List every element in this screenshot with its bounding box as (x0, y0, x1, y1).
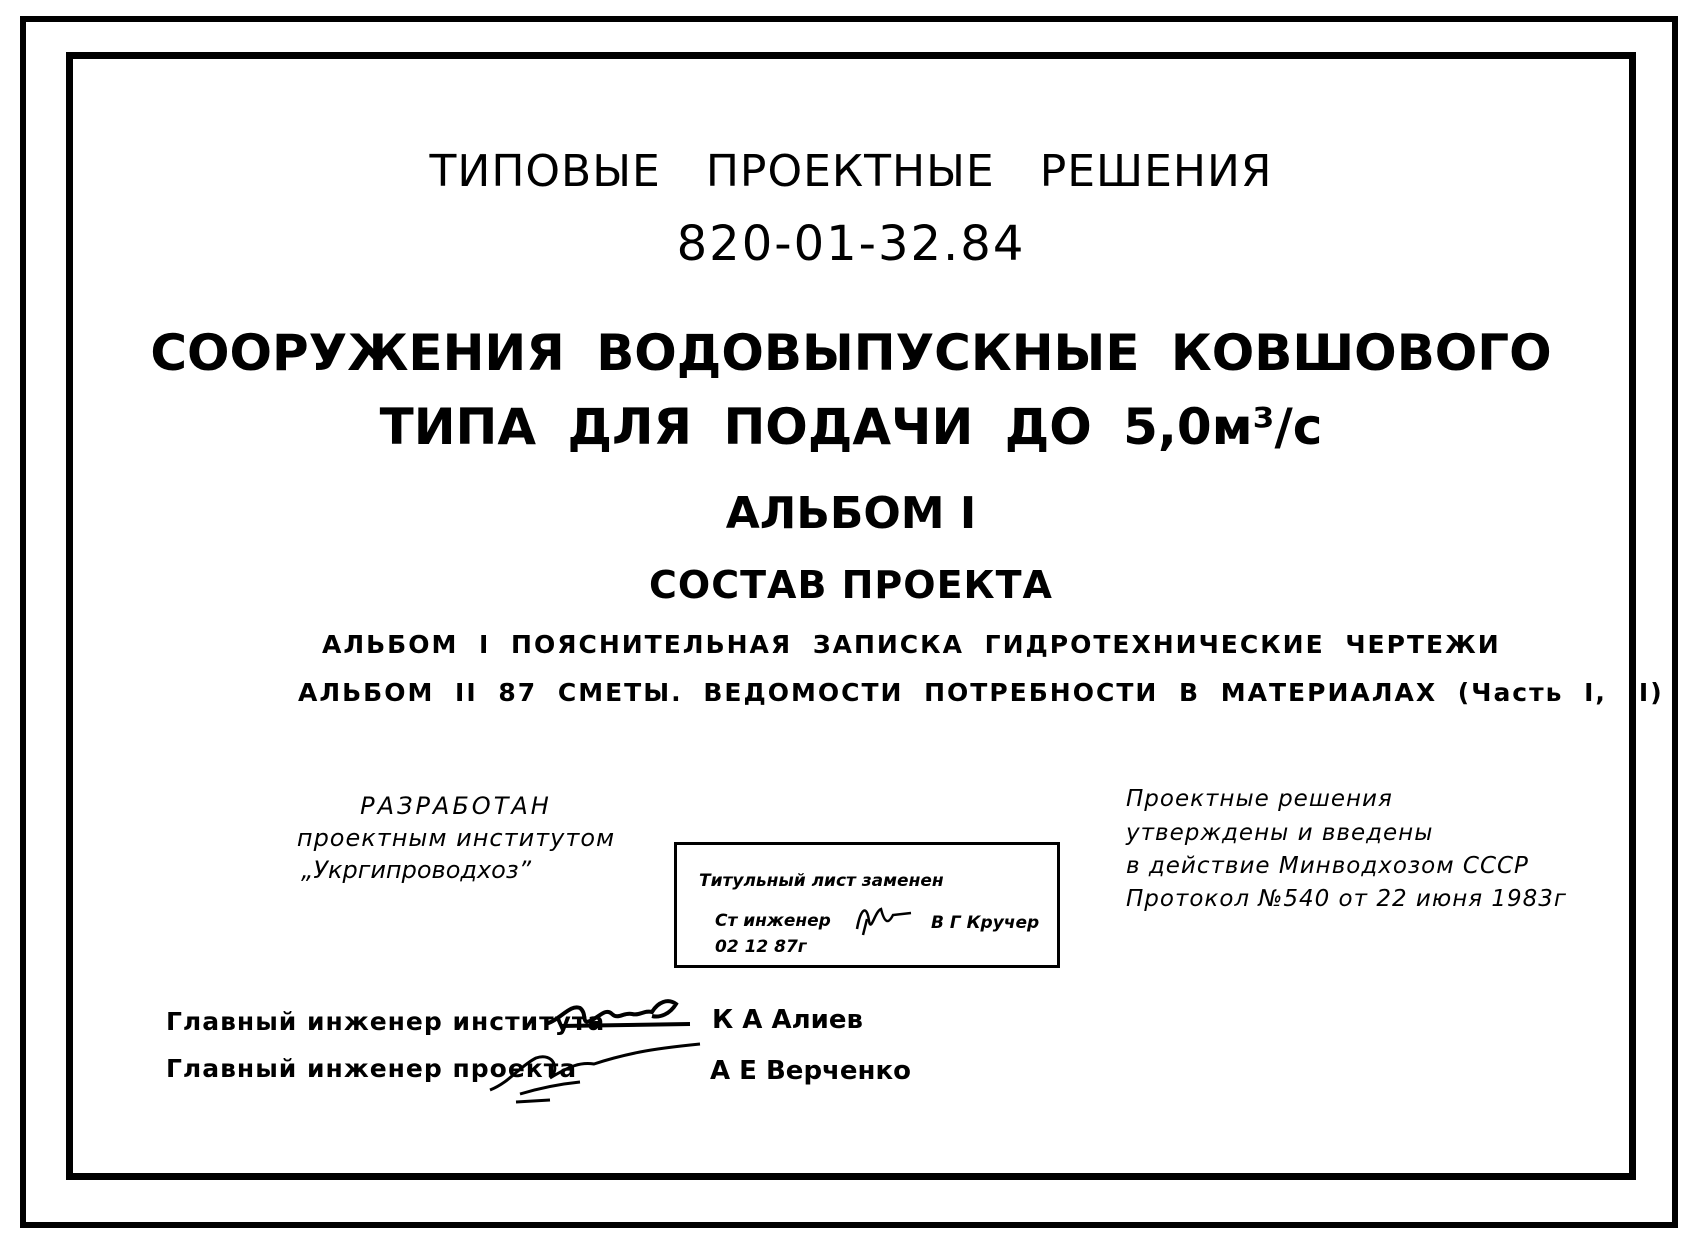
approval-line3: в действие Минводхозом СССР (1126, 853, 1529, 879)
document-title-line1: СООРУЖЕНИЯ ВОДОВЫПУСКНЫЕ КОВШОВОГО (150, 324, 1552, 382)
stamp-role: Ст инженер (715, 911, 831, 931)
signature-verchenko (480, 1036, 710, 1106)
developer-heading: РАЗРАБОТАН (360, 792, 552, 820)
approval-line1: Проектные решения (1126, 786, 1393, 812)
aliev-name: К А Алиев (712, 1005, 863, 1035)
developer-institute: „Укргипроводхоз” (300, 856, 532, 884)
approval-line2: утверждены и введены (1126, 820, 1434, 846)
stamp-date: 02 12 87г (715, 937, 807, 957)
signature-aliev (540, 990, 700, 1036)
stamp-text: Титульный лист заменен (699, 871, 944, 891)
replacement-stamp (674, 842, 1060, 968)
series-title: ТИПОВЫЕ ПРОЕКТНЫЕ РЕШЕНИЯ (429, 146, 1273, 197)
series-number: 820-01-32.84 (676, 216, 1026, 272)
stamp-name: В Г Кручер (931, 913, 1040, 933)
developer-line2: проектным институтом (296, 824, 616, 852)
contents-heading: СОСТАВ ПРОЕКТА (649, 563, 1053, 607)
chief-engineer-project-label: Главный инженер проекта (166, 1054, 578, 1083)
contents-item-album1: АЛЬБОМ I ПОЯСНИТЕЛЬНАЯ ЗАПИСКА ГИДРОТЕХНИЧЕСКИЕ ЧЕРТЕЖИ (322, 630, 1501, 659)
verchenko-name: А Е Верченко (710, 1056, 912, 1086)
chief-engineer-institute-label: Главный инженер института (166, 1007, 606, 1036)
contents-item-album2: АЛЬБОМ II 87 СМЕТЫ. ВЕДОМОСТИ ПОТРЕБНОСТИ В МАТЕРИАЛАХ (Часть I, II) (298, 678, 1664, 707)
document-title-line2: ТИПА ДЛЯ ПОДАЧИ ДО 5,0м³/с (379, 398, 1323, 456)
stamp-signature (853, 899, 913, 939)
approval-protocol: Протокол №540 от 22 июня 1983г (1126, 886, 1568, 912)
album-label: АЛЬБОМ I (725, 488, 977, 539)
